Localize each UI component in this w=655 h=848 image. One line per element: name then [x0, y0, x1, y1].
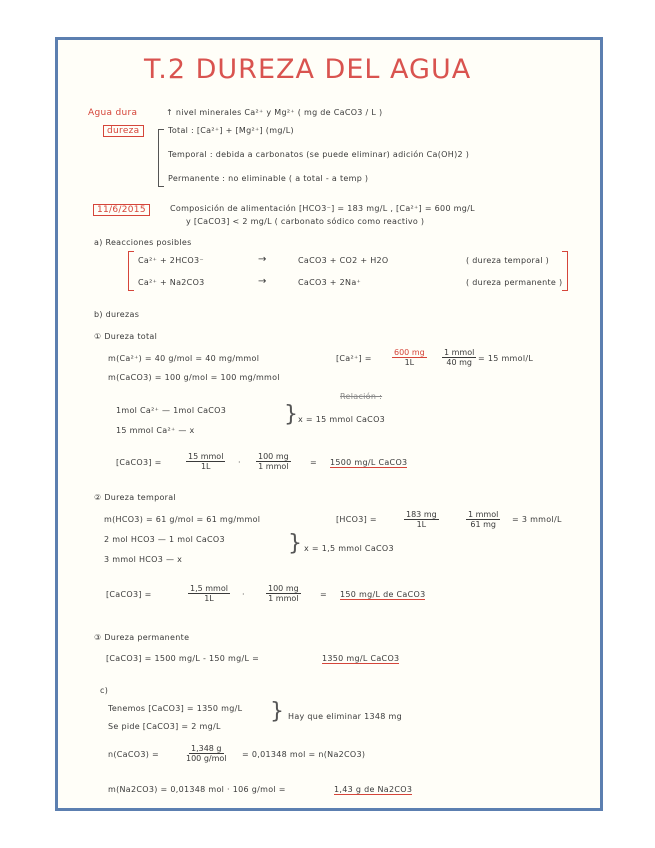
equals-sign-2: = — [320, 590, 328, 599]
reactions-left-bracket — [128, 251, 134, 291]
brace-temporal: } — [288, 531, 302, 556]
brace-c: } — [270, 699, 284, 724]
permanent-hardness-result: 1350 mg/L CaCO3 — [322, 654, 400, 663]
c-brace-note: Hay que eliminar 1348 mg — [288, 712, 402, 721]
molar-mass-ca: m(Ca²⁺) = 40 g/mol = 40 mg/mmol — [108, 354, 260, 363]
dureza-bracket — [158, 129, 164, 187]
n-caco3-lhs: n(CaCO3) = — [108, 750, 160, 759]
n-caco3-fraction: 1,348 g 100 g/mol — [186, 744, 227, 763]
temporal-result-fraction-2: 100 mg 1 mmol — [268, 584, 299, 603]
equals-sign-1: = — [310, 458, 318, 467]
ca-fraction-1: $\frac{600 mg}{1L}$ — [394, 348, 425, 367]
dureza-total: Total : [Ca²⁺] + [Mg²⁺] (mg/L) — [168, 126, 294, 135]
hco3-concentration-lhs: [HCO3] = — [336, 515, 377, 524]
m-na2co3-result: 1,43 g de Na2CO3 — [334, 785, 413, 794]
n-caco3-rhs: = 0,01348 mol = n(Na2CO3) — [242, 750, 366, 759]
reaction-2-note: ( dureza permanente ) — [466, 278, 563, 287]
stoich-temporal-result: x = 1,5 mmol CaCO3 — [304, 544, 394, 553]
hco3-fraction-1: $\frac{183 mg}{1L}$ — [406, 510, 437, 529]
section-a-header: a) Reacciones posibles — [94, 238, 192, 247]
c-line-2: Se pide [CaCO3] = 2 mg/L — [108, 722, 221, 731]
temporal-result-fraction-1: 1,5 mmol 1L — [190, 584, 228, 603]
ca-concentration-rhs: = 15 mmol/L — [478, 354, 534, 363]
molar-mass-caco3: m(CaCO3) = 100 g/mol = 100 mg/mmol — [108, 373, 280, 382]
dureza-temporal-title: ② Dureza temporal — [94, 493, 176, 502]
stoich-total-result: x = 15 mmol CaCO3 — [298, 415, 386, 424]
stoich-temporal-line-2: 3 mmol HCO3 — x — [104, 555, 183, 564]
section-c-header: c) — [100, 686, 109, 695]
crossed-out-text: Relación : — [340, 392, 383, 401]
dureza-permanente-title: ③ Dureza permanente — [94, 633, 190, 642]
permanente-calculation: [CaCO3] = 1500 mg/L - 150 mg/L = — [106, 654, 260, 663]
stoich-temporal-line-1: 2 mol HCO3 — 1 mol CaCO3 — [104, 535, 225, 544]
page-title: T.2 DUREZA DEL AGUA — [144, 54, 472, 85]
stoich-total-line-2: 15 mmol Ca²⁺ — x — [116, 426, 195, 435]
reaction-1-reactants: Ca²⁺ + 2HCO3⁻ — [138, 256, 204, 265]
ca-concentration-lhs: [Ca²⁺] = — [336, 354, 372, 363]
notebook-page — [55, 37, 603, 811]
hco3-fraction-2: 1 mmol 61 mg — [468, 510, 499, 529]
dureza-temporal: Temporal : debida a carbonatos (se puede eliminar) adición Ca(OH)2 ) — [168, 150, 470, 159]
dureza-label: dureza — [103, 125, 144, 137]
total-result-fraction-1: 15 mmol 1L — [188, 452, 224, 471]
multiply-dot-2: · — [242, 590, 245, 599]
reaction-2-products: CaCO3 + 2Na⁺ — [298, 278, 362, 287]
problem-line-1: Composición de alimentación [HCO3⁻] = 183 mg/L , [Ca²⁺] = 600 mg/L — [170, 204, 475, 213]
c-line-1: Tenemos [CaCO3] = 1350 mg/L — [108, 704, 243, 713]
reaction-1-products: CaCO3 + CO2 + H2O — [298, 256, 389, 265]
total-result-fraction-2: 100 mg 1 mmol — [258, 452, 289, 471]
agua-dura-label: Agua dura — [88, 108, 138, 118]
temporal-result-lhs: [CaCO3] = — [106, 590, 152, 599]
dureza-total-title: ① Dureza total — [94, 332, 158, 341]
brace-total: } — [284, 402, 298, 427]
total-result-lhs: [CaCO3] = — [116, 458, 162, 467]
m-na2co3-lhs: m(Na2CO3) = 0,01348 mol · 106 g/mol = — [108, 785, 286, 794]
dureza-permanente: Permanente : no eliminable ( a total - a temp ) — [168, 174, 369, 183]
problem-date: 11/6/2015 — [93, 204, 150, 216]
reaction-2-reactants: Ca²⁺ + Na2CO3 — [138, 278, 205, 287]
multiply-dot-1: · — [238, 458, 241, 467]
hco3-concentration-rhs: = 3 mmol/L — [512, 515, 562, 524]
problem-line-2: y [CaCO3] < 2 mg/L ( carbonato sódico como reactivo ) — [186, 217, 425, 226]
reaction-2-arrow: → — [258, 276, 267, 287]
reaction-1-note: ( dureza temporal ) — [466, 256, 550, 265]
total-hardness-result: 1500 mg/L CaCO3 — [330, 458, 408, 467]
reactions-right-bracket — [562, 251, 568, 291]
section-b-header: b) durezas — [94, 310, 140, 319]
agua-dura-definition: ↑ nivel minerales Ca²⁺ y Mg²⁺ ( mg de CaCO3 / L ) — [166, 108, 383, 117]
stoich-total-line-1: 1mol Ca²⁺ — 1mol CaCO3 — [116, 406, 227, 415]
ca-fraction-2: 1 mmol 40 mg — [444, 348, 475, 367]
reaction-1-arrow: → — [258, 254, 267, 265]
molar-mass-hco3: m(HCO3) = 61 g/mol = 61 mg/mmol — [104, 515, 261, 524]
temporal-hardness-result: 150 mg/L de CaCO3 — [340, 590, 426, 599]
